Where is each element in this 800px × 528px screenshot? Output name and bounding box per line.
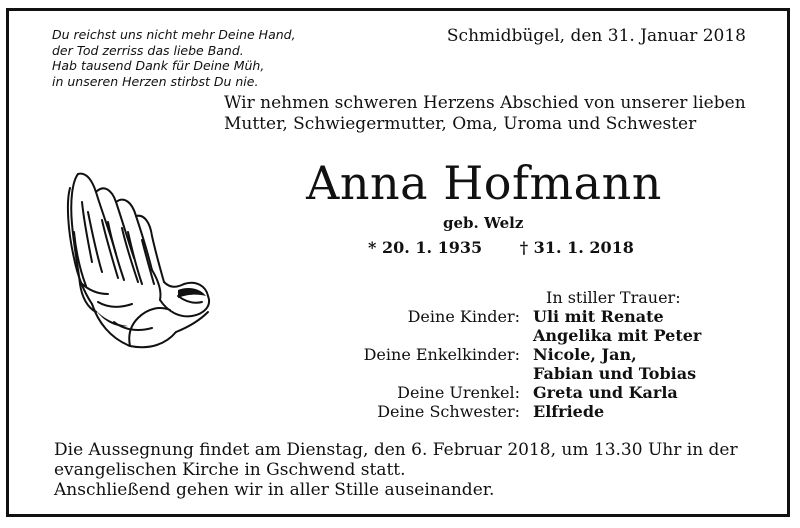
mourner-row [340,402,760,421]
poem-line: Hab tausend Dank für Deine Müh, [52,58,265,73]
mourner-name: Angelika mit Peter [533,326,702,345]
footer-line: Anschließend gehen wir in aller Stille auseinander. [54,480,495,500]
poem [52,27,352,89]
poem-line: der Tod zerriss das liebe Band. [52,42,244,58]
poem-line: Du reichst uns nicht mehr Deine Hand, [52,27,296,42]
relation-label: Deine Enkelkinder: [363,345,520,364]
mourner-name: Greta und Karla [533,383,678,402]
mourner-names [533,345,696,383]
mourner-row [340,307,760,345]
intro-line: Mutter, Schwiegermutter, Oma, Uroma und Schwester [224,114,697,134]
birth-date: * 20. 1. 1935 [368,238,483,257]
deceased-name: Anna Hofmann [306,156,662,210]
death-date: † 31. 1. 2018 [519,238,634,257]
funeral-announcement [54,440,738,500]
mourner-row [340,383,760,402]
mourner-name: Elfriede [533,402,605,421]
intro-text [224,93,746,135]
mourner-name: Uli mit Renate [533,307,664,326]
poem-line: in unseren Herzen stirbst Du nie. [52,73,259,89]
relation-label: Deine Kinder: [407,307,520,326]
birth-name: geb. Welz [443,214,524,232]
footer-line: evangelischen Kirche in Gschwend statt. [54,460,406,480]
mourner-row [340,345,760,383]
footer-line: Die Aussegnung findet am Dienstag, den 6. Februar 2018, um 13.30 Uhr in der [54,440,738,460]
place-and-date: Schmidbügel, den 31. Januar 2018 [446,26,746,46]
mourner-names [533,383,678,402]
intro-line: Wir nehmen schweren Herzens Abschied von unserer lieben [224,93,746,113]
mourner-names [533,402,604,421]
mourner-name: Fabian und Tobias [533,364,697,383]
relation-label: Deine Schwester: [377,402,520,421]
life-dates [368,238,634,257]
relation-label: Deine Urenkel: [397,383,520,402]
mourner-name: Nicole, Jan, [533,345,637,364]
mourners-header: In stiller Trauer: [546,288,681,307]
mourner-names [533,307,701,345]
mourners-list [340,288,760,421]
